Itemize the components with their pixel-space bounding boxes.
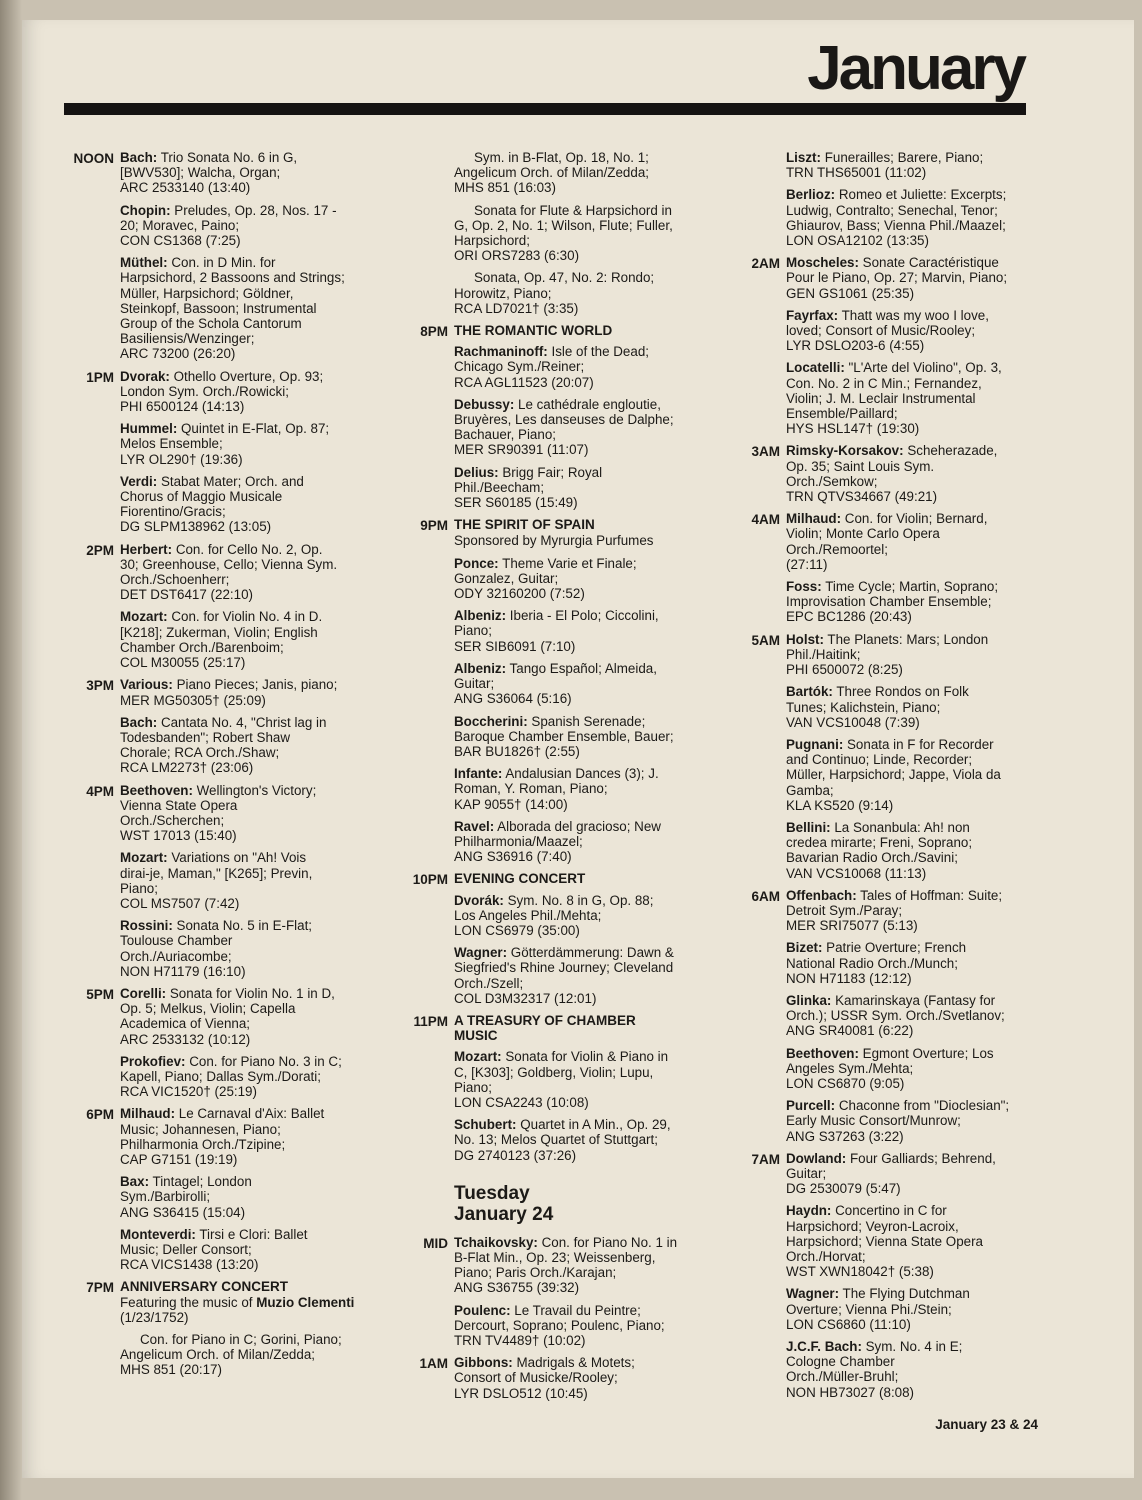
program-entry	[786, 737, 1046, 813]
composer-name: Poulenc:	[454, 1302, 511, 1318]
composer-name: Mozart:	[120, 609, 168, 625]
time-slot	[62, 677, 384, 775]
time-slot	[396, 1235, 714, 1348]
composer-name: Pugnani:	[786, 736, 844, 752]
program-entry	[120, 715, 384, 776]
time-slot	[728, 443, 1046, 504]
work-details: Sonata in F for Recorder and Continuo; Linde, Recorder; Müller, Harpsichord; Jappe, Viola da Gamba; KLA KS520 (9:14)	[786, 736, 1001, 813]
composer-name: Bach:	[120, 714, 158, 730]
work-details: Sonata for Violin No. 1 in D, Op. 5; Melkus, Violin; Capella Academica of Vienna; ARC 2533132 (10:12)	[120, 985, 335, 1047]
page-title: January	[807, 34, 1024, 103]
time-label: 7AM	[751, 1151, 780, 1167]
time-label: 3PM	[86, 678, 114, 694]
work-details: Madrigals & Motets; Consort of Musicke/Rooley; LYR DSLO512 (10:45)	[454, 1355, 635, 1401]
composer-name: Mozart:	[454, 1049, 502, 1065]
work-details: Variations on "Ah! Vois dirai-je, Maman," [K265]; Previn, Piano; COL MS7507 (7:42)	[120, 850, 313, 911]
work-details: Stabat Mater; Orch. and Chorus of Maggio Musicale Fiorentino/Gracis; DG SLPM138962 (13:05)	[120, 473, 304, 535]
composer-name: Rachmaninoff:	[454, 344, 548, 360]
composer-name: Ponce:	[454, 555, 499, 571]
work-details: Le Travail du Peintre; Dercourt, Soprano; Poulenc, Piano; TRN TV4489† (10:02)	[454, 1302, 665, 1348]
program-entry: Con. for Piano in C; Gorini, Piano; Angelicum Orch. of Milan/Zedda; MHS 851 (20:17)	[120, 1332, 342, 1378]
program-heading: A TREASURY OF CHAMBER MUSIC	[454, 1012, 636, 1044]
composer-name: Fayrfax:	[786, 307, 839, 323]
time-label: 2AM	[751, 256, 780, 272]
day-heading	[454, 1183, 714, 1225]
time-slot	[62, 369, 384, 535]
work-details: Sonata No. 5 in E-Flat; Toulouse Chamber Orch./Auriacombe; NON H71179 (16:10)	[120, 918, 313, 979]
time-slot	[62, 150, 384, 362]
program-entry	[454, 714, 714, 760]
program-entry	[454, 608, 714, 654]
composer-name: Debussy:	[454, 396, 515, 412]
time-label: 4AM	[751, 512, 780, 528]
work-details: La Sonanbula: Ah! non credea mirarte; Freni, Soprano; Bavarian Radio Orch./Savini; VAN VCS10068 (11:13)	[786, 819, 973, 881]
work-details: Alborada del gracioso; New Philharmonia/Maazel; ANG S36916 (7:40)	[454, 818, 661, 865]
work-details: Cantata No. 4, "Christ lag in Todesbanden"; Robert Shaw Chorale; RCA Orch./Shaw; RCA LM2273† (23:06)	[120, 714, 327, 776]
composer-name: Infante:	[454, 766, 503, 782]
time-label: 1PM	[86, 369, 114, 385]
work-details: Tales of Hoffman: Suite; Detroit Sym./Paray; MER SRI75077 (5:13)	[786, 887, 1003, 934]
composer-name: Albeniz:	[454, 608, 507, 624]
program-entry	[120, 421, 384, 467]
program-entry	[454, 397, 714, 458]
time-slot	[728, 888, 1046, 1144]
time-label: 9PM	[420, 518, 448, 534]
time-label: 10PM	[412, 872, 448, 888]
composer-name: Foss:	[786, 579, 822, 595]
work-details: Sonata for Violin & Piano in C, [K303]; Goldberg, Violin; Lupu, Piano; LON CSA2243 (10:08)	[454, 1049, 669, 1110]
day-name: Tuesday	[454, 1182, 530, 1204]
program-entry	[786, 820, 1046, 881]
time-label: NOON	[73, 151, 114, 166]
work-details: Patrie Overture; French National Radio Orch./Munch; NON H71183 (12:12)	[786, 940, 967, 986]
work-details: Theme Varie et Finale; Gonzalez, Guitar; ODY 32160200 (7:52)	[454, 555, 637, 602]
work-details: Thatt was my woo I love, loved; Consort of Music/Rooley; LYR DSLO203-6 (4:55)	[786, 307, 989, 354]
composer-name: Müthel:	[120, 255, 168, 271]
work-details: Egmont Overture; Los Angeles Sym./Mehta; LON CS6870 (9:05)	[786, 1045, 994, 1091]
work-details: Le cathédrale engloutie, Bruyères, Les danseuses de Dalphe; Bachauer, Piano; MER SR90391 (11:07)	[454, 396, 674, 458]
program-heading: THE ROMANTIC WORLD	[454, 323, 613, 339]
composer-name: Bellini:	[786, 819, 831, 835]
program-subtitle	[120, 1295, 384, 1325]
composer-name: Offenbach:	[786, 887, 857, 903]
work-details: Quartet in A Min., Op. 29, No. 13; Melos Quartet of Stuttgart; DG 2740123 (37:26)	[454, 1117, 671, 1163]
program-entry	[454, 1355, 714, 1401]
time-slot	[62, 1279, 384, 1377]
composer-name: Hummel:	[120, 421, 178, 437]
composer-name: Locatelli:	[786, 360, 845, 376]
composer-name: Boccherini:	[454, 713, 528, 729]
work-details: Sym. No. 4 in E; Cologne Chamber Orch./Müller-Bruhl; NON HB73027 (8:08)	[786, 1339, 963, 1400]
book-spine	[0, 0, 22, 1500]
program-entry	[454, 1235, 714, 1296]
composer-name: Various:	[120, 677, 173, 693]
program-heading: ANNIVERSARY CONCERT	[120, 1279, 289, 1295]
program-entry	[120, 1174, 384, 1220]
program-entry	[454, 819, 714, 865]
work-details: Kamarinskaya (Fantasy for Orch.); USSR Sym. Orch./Svetlanov; ANG SR40081 (6:22)	[786, 992, 1005, 1039]
time-label: 5AM	[751, 632, 780, 648]
composer-name: Haydn:	[786, 1203, 832, 1219]
program-entry	[454, 1117, 714, 1163]
composer-name: Glinka:	[786, 992, 832, 1008]
work-details: Chaconne from "Dioclesian"; Early Music Consort/Munrow; ANG S37263 (3:22)	[786, 1098, 1010, 1144]
work-details: Sonate Caractéristique Pour le Piano, Op. 27; Marvin, Piano; GEN GS1061 (25:35)	[786, 255, 1008, 301]
composer-name: J.C.F. Bach:	[786, 1339, 862, 1355]
program-entry	[786, 993, 1046, 1039]
program-entry	[786, 360, 1046, 436]
time-slot	[62, 1106, 384, 1272]
composer-dates: (1/23/1752)	[120, 1309, 189, 1325]
work-details: Preludes, Op. 28, Nos. 17 - 20; Moravec, Paino; CON CS1368 (7:25)	[120, 202, 337, 249]
composer-name: Dvorak:	[120, 368, 170, 384]
composer-name: Milhaud:	[786, 511, 842, 527]
time-slot	[728, 150, 1046, 248]
program-entry	[786, 1203, 1046, 1279]
time-label: 4PM	[86, 783, 114, 799]
work-details: Sym. No. 8 in G, Op. 88; Los Angeles Phil./Mehta; LON CS6979 (35:00)	[454, 892, 654, 938]
work-details: Con. for Piano No. 3 in C; Kapell, Piano; Dallas Sym./Dorati; RCA VIC1520† (25:19)	[120, 1053, 342, 1100]
time-slot	[728, 632, 1046, 881]
program-entry	[786, 632, 1046, 678]
composer-name: Holst:	[786, 631, 824, 647]
schedule-column-3	[728, 150, 1046, 1407]
program-heading: EVENING CONCERT	[454, 871, 586, 887]
program-entry	[786, 1151, 1046, 1197]
time-slot	[62, 542, 384, 671]
program-entry	[786, 579, 1046, 625]
composer-name: Dowland:	[786, 1150, 847, 1166]
time-label: 6PM	[86, 1107, 114, 1123]
time-slot	[396, 517, 714, 864]
program-entry	[786, 1339, 1046, 1400]
work-details: Trio Sonata No. 6 in G, [BWV530]; Walcha, Organ; ARC 2533140 (13:40)	[120, 150, 298, 196]
time-slot	[62, 783, 384, 979]
composer-name: Rimsky-Korsakov:	[786, 443, 904, 459]
header-rule	[64, 103, 1026, 115]
program-entry	[120, 783, 384, 844]
day-date: January 24	[454, 1203, 554, 1225]
program-entry	[786, 255, 1046, 301]
work-details: Three Rondos on Folk Tunes; Kalichstein, Piano; VAN VCS10048 (7:39)	[786, 684, 969, 730]
page-footer: January 23 & 24	[935, 1417, 1038, 1432]
work-details: Funerailles; Barere, Piano; TRN THS65001 (11:02)	[786, 150, 984, 181]
program-entry	[786, 1098, 1046, 1144]
time-slot	[396, 1355, 714, 1401]
program-entry	[454, 893, 714, 939]
program-entry	[120, 255, 384, 361]
program-entry	[120, 1227, 384, 1273]
composer-name: Dvorák:	[454, 892, 504, 908]
composer-name: Bartók:	[786, 684, 833, 700]
program-entry	[786, 187, 1046, 248]
time-slot	[396, 1013, 714, 1163]
work-details: Isle of the Dead; Chicago Sym./Reiner; RCA AGL11523 (20:07)	[454, 344, 649, 390]
work-details: Con. for Cello No. 2, Op. 30; Greenhouse, Cello; Vienna Sym. Orch./Schoenherr; DET DST6417 (22:10)	[120, 541, 338, 603]
composer-name: Wagner:	[786, 1286, 840, 1302]
work-details: Wellington's Victory; Vienna State Opera Orch./Scherchen; WST 17013 (15:40)	[120, 782, 317, 844]
composer-name: Herbert:	[120, 541, 173, 557]
program-entry	[120, 474, 384, 535]
work-details: Time Cycle; Martin, Soprano; Improvisation Chamber Ensemble; EPC BC1286 (20:43)	[786, 579, 999, 625]
composer-name: Gibbons:	[454, 1355, 513, 1371]
work-details: Tintagel; London Sym./Barbirolli; ANG S36415 (15:04)	[120, 1174, 252, 1220]
composer-name: Beethoven:	[786, 1045, 859, 1061]
work-details: The Planets: Mars; London Phil./Haitink; PHI 6500072 (8:25)	[786, 631, 989, 678]
work-details: "L'Arte del Violino", Op. 3, Con. No. 2 in C Min.; Fernandez, Violin; J. M. Leclair Instrumental Ensemble/Paillard; HYS HSL147† (19:30)	[786, 360, 1002, 437]
work-details: Tango Español; Almeida, Guitar; ANG S36064 (5:16)	[454, 660, 657, 707]
work-details: Piano Pieces; Janis, piano; MER MG50305† (25:09)	[120, 677, 338, 708]
composer-name: Bizet:	[786, 940, 823, 956]
program-entry	[120, 1106, 384, 1167]
program-entry	[120, 850, 384, 911]
program-entry	[454, 1303, 714, 1349]
work-details: Four Galliards; Behrend, Guitar; DG 2530079 (5:47)	[786, 1150, 996, 1197]
time-label: 2PM	[86, 542, 114, 558]
program-entry: Sym. in B-Flat, Op. 18, No. 1; Angelicum Orch. of Milan/Zedda; MHS 851 (16:03)	[454, 150, 649, 196]
program-entry: Sonata, Op. 47, No. 2: Rondo; Horowitz, Piano; RCA LD7021† (3:35)	[454, 270, 655, 316]
time-slot	[62, 986, 384, 1099]
program-entry	[786, 1286, 1046, 1332]
program-entry	[786, 940, 1046, 986]
work-details: The Flying Dutchman Overture; Vienna Phi./Stein; LON CS6860 (11:10)	[786, 1286, 970, 1332]
time-label: 7PM	[86, 1280, 114, 1296]
work-details: Con. in D Min. for Harpsichord, 2 Bassoons and Strings; Müller, Harpsichord; Göldner, Steinkopf, Bassoon; Instrumental Group of the Schola Cantorum Basiliensis/Wenzinger; ARC 73200 (26:20)	[120, 255, 345, 362]
time-label: 1AM	[419, 1356, 448, 1372]
composer-name: Monteverdi:	[120, 1226, 196, 1242]
time-label: 5PM	[86, 986, 114, 1002]
work-details: Andalusian Dances (3); J. Roman, Y. Roman, Piano; KAP 9055† (14:00)	[454, 766, 659, 812]
time-slot	[728, 255, 1046, 436]
time-slot	[728, 511, 1046, 624]
subtitle-text: Featuring the music of	[120, 1294, 257, 1310]
work-details: Quintet in E-Flat, Op. 87; Melos Ensemble; LYR OL290† (19:36)	[120, 421, 330, 467]
composer-name: Purcell:	[786, 1098, 836, 1114]
composer-name: Rossini:	[120, 918, 173, 934]
composer-name: Bach:	[120, 150, 158, 165]
composer-name: Tchaikovsky:	[454, 1234, 538, 1250]
time-label: 8PM	[420, 324, 448, 340]
program-entry	[786, 150, 1046, 180]
time-slot	[396, 323, 714, 510]
work-details: Con. for Piano No. 1 in B-Flat Min., Op. 23; Weissenberg, Piano; Paris Orch./Karajan; ANG S36755 (39:32)	[454, 1234, 678, 1296]
program-entry	[454, 465, 714, 511]
program-entry	[786, 888, 1046, 934]
work-details: Con. for Violin; Bernard, Violin; Monte Carlo Opera Orch./Remoortel; (27:11)	[786, 511, 988, 572]
work-details: Concertino in C for Harpsichord; Veyron-Lacroix, Harpsichord; Vienna State Opera Orch./Horvat; WST XWN18042† (5:38)	[786, 1203, 984, 1280]
program-entry	[454, 344, 714, 390]
composer-name: Albeniz:	[454, 660, 507, 676]
composer-name: Prokofiev:	[120, 1053, 186, 1069]
composer-name: Milhaud:	[120, 1106, 176, 1122]
composer-name: Corelli:	[120, 985, 167, 1001]
schedule-column-2	[396, 150, 714, 1408]
composer-name: Delius:	[454, 464, 499, 480]
time-label: MID	[423, 1235, 448, 1251]
program-entry	[120, 609, 384, 670]
program-entry	[786, 308, 1046, 354]
program-entry	[454, 1049, 714, 1110]
composer-name: Verdi:	[120, 473, 158, 489]
program-entry	[120, 542, 384, 603]
program-entry	[120, 677, 384, 707]
work-details: Scheherazade, Op. 35; Saint Louis Sym. Orch./Semkow; TRN QTVS34667 (49:21)	[786, 443, 998, 505]
work-details: Con. for Violin No. 4 in D. [K218]; Zukerman, Violin; English Chamber Orch./Barenboim; COL M30055 (25:17)	[120, 609, 323, 671]
work-details: Götterdämmerung: Dawn & Siegfried's Rhine Journey; Cleveland Orch./Szell; COL D3M32317 (12:01)	[454, 945, 674, 1006]
composer-name: Beethoven:	[120, 782, 193, 798]
program-entry	[120, 918, 384, 979]
composer-name: Berlioz:	[786, 187, 836, 203]
work-details: Iberia - El Polo; Ciccolini, Piano; SER SIB6091 (7:10)	[454, 608, 659, 654]
program-entry	[786, 443, 1046, 504]
composer-name: Ravel:	[454, 818, 495, 834]
program-entry	[120, 1054, 384, 1100]
featured-composer: Muzio Clementi	[256, 1294, 355, 1310]
program-sponsor: Sponsored by Myrurgia Purfumes	[454, 533, 654, 549]
program-entry	[120, 150, 384, 196]
work-details: Brigg Fair; Royal Phil./Beecham; SER S60185 (15:49)	[454, 464, 603, 511]
program-entry: Sonata for Flute & Harpsichord in G, Op. 2, No. 1; Wilson, Flute; Fuller, Harpsichord; ORI ORS7283 (6:30)	[454, 202, 673, 264]
program-entry	[454, 661, 714, 707]
composer-name: Wagner:	[454, 945, 508, 961]
time-slot	[396, 871, 714, 1006]
composer-name: Schubert:	[454, 1117, 517, 1133]
time-label: 6AM	[751, 888, 780, 904]
program-entry	[120, 369, 384, 415]
time-label: 11PM	[413, 1013, 448, 1029]
work-details: Romeo et Juliette: Excerpts; Ludwig, Contralto; Senechal, Tenor; Ghiaurov, Bass; Vienna Phil./Maazel; LON OSA12102 (13:35)	[786, 187, 1007, 249]
program-entry	[786, 511, 1046, 572]
program-heading: THE SPIRIT OF SPAIN	[454, 517, 595, 533]
program-entry	[454, 766, 714, 812]
composer-name: Moscheles:	[786, 255, 859, 271]
program-entry	[786, 1046, 1046, 1092]
work-details: Othello Overture, Op. 93; London Sym. Orch./Rowicki; PHI 6500124 (14:13)	[120, 368, 324, 415]
work-details: Le Carnaval d'Aix: Ballet Music; Johannesen, Piano; Philharmonia Orch./Tzipine; CAP G7151 (19:19)	[120, 1106, 325, 1167]
work-details: Tirsi e Clori: Ballet Music; Deller Consort; RCA VICS1438 (13:20)	[120, 1226, 308, 1273]
composer-name: Bax:	[120, 1174, 150, 1190]
time-slot	[728, 1151, 1046, 1400]
time-label: 3AM	[751, 444, 780, 460]
program-entry	[786, 684, 1046, 730]
program-entry	[454, 556, 714, 602]
program-entry	[120, 203, 384, 249]
program-entry	[454, 945, 714, 1006]
composer-name: Mozart:	[120, 850, 168, 866]
program-entry	[120, 986, 384, 1047]
schedule-column-1	[62, 150, 384, 1385]
composer-name: Chopin:	[120, 202, 171, 218]
work-details: Spanish Serenade; Baroque Chamber Ensemble, Bauer; BAR BU1826† (2:55)	[454, 713, 674, 759]
composer-name: Liszt:	[786, 150, 821, 165]
